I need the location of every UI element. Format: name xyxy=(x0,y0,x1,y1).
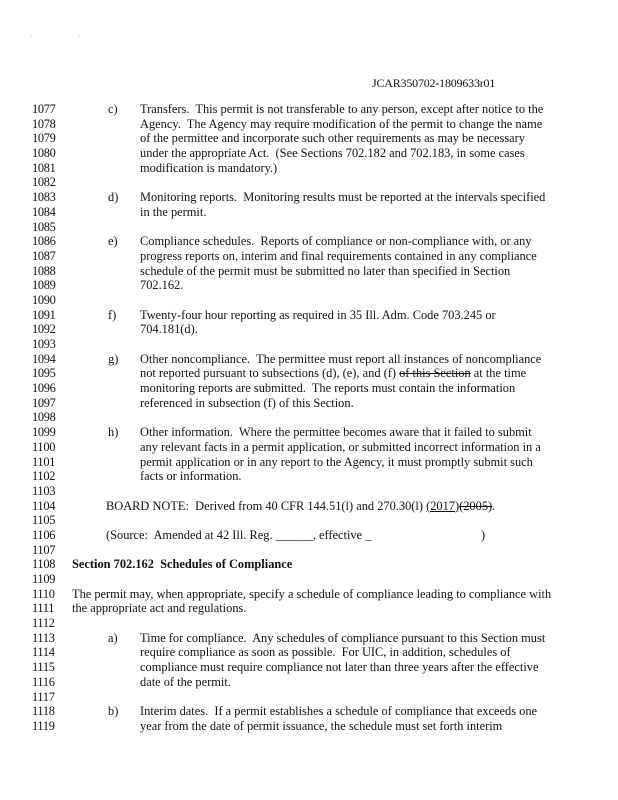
line-number: 1100 xyxy=(32,439,56,454)
line-text xyxy=(140,205,552,220)
text-run: the appropriate act and regulations. xyxy=(72,601,247,616)
document-line xyxy=(32,396,552,411)
subsection-label: d) xyxy=(108,190,119,205)
line-number: 1083 xyxy=(32,190,56,205)
text-run: not reported pursuant to subsections (d), (e), and (f) xyxy=(140,366,400,381)
text-run: progress reports on, interim and final requirements contained in any compliance xyxy=(140,248,537,263)
line-text xyxy=(72,587,552,602)
subsection-label: g) xyxy=(108,351,119,366)
line-text xyxy=(140,631,552,646)
line-number: 1112 xyxy=(32,616,55,631)
document-line xyxy=(32,572,552,587)
text-run: date of the permit. xyxy=(140,674,231,689)
line-number: 1116 xyxy=(32,674,55,689)
document-line xyxy=(32,513,552,528)
text-run: at the time xyxy=(470,366,527,381)
document-line xyxy=(32,249,552,264)
line-text xyxy=(140,719,552,734)
document-line xyxy=(32,528,552,543)
line-number: 1108 xyxy=(32,557,56,572)
text-run: modification is mandatory.) xyxy=(140,160,278,175)
text-run: Transfers. This permit is not transferable to any person, except after notice to the xyxy=(140,102,544,116)
line-number: 1103 xyxy=(32,483,56,498)
line-number: 1086 xyxy=(32,234,56,249)
section-heading xyxy=(72,557,552,572)
line-number: 1091 xyxy=(32,307,56,322)
text-run: ) xyxy=(431,527,486,542)
line-number: 1117 xyxy=(32,689,55,704)
subsection-label: c) xyxy=(108,102,118,116)
text-run: under the appropriate Act. (See Sections 702.182 and 702.183, in some cases xyxy=(140,146,525,161)
line-text xyxy=(140,264,552,279)
text-run: of this Section xyxy=(399,366,471,381)
subsection-label: a) xyxy=(108,630,118,645)
text-run: BOARD NOTE: Derived from 40 CFR 144.51(l) and 270.30(l) xyxy=(106,498,427,513)
text-run: Compliance schedules. Reports of compliance or non-compliance with, or any xyxy=(140,234,532,249)
line-text xyxy=(140,352,552,367)
document-line xyxy=(32,146,552,161)
line-text xyxy=(72,601,552,616)
document-line xyxy=(32,675,552,690)
document-header-id: JCAR350702-1809633r01 xyxy=(372,76,496,90)
line-text xyxy=(140,396,552,411)
document-line xyxy=(32,381,552,396)
document-line xyxy=(32,484,552,499)
line-text xyxy=(140,234,552,249)
document-line xyxy=(32,410,552,425)
line-number: 1077 xyxy=(32,102,56,116)
line-number: 1092 xyxy=(32,322,56,337)
text-run: referenced in subsection (f) of this Section. xyxy=(140,395,354,410)
line-number: 1111 xyxy=(32,601,55,616)
text-run: monitoring reports are submitted. The reports must contain the information xyxy=(140,381,516,396)
line-number: 1118 xyxy=(32,704,55,719)
document-line xyxy=(32,161,552,176)
document-line xyxy=(32,175,552,190)
document-line xyxy=(32,190,552,205)
text-run: Monitoring reports. Monitoring results must be reported at the intervals specified xyxy=(140,190,546,205)
line-number: 1090 xyxy=(32,292,56,307)
line-text xyxy=(140,161,552,176)
line-number: 1102 xyxy=(32,469,56,484)
line-text xyxy=(140,190,552,205)
line-number: 1104 xyxy=(32,498,56,513)
text-run: (2017) xyxy=(426,498,460,513)
text-run: Agency. The Agency may require modification of the permit to change the name xyxy=(140,116,543,131)
line-number: 1081 xyxy=(32,160,56,175)
document-line xyxy=(32,616,552,631)
document-line xyxy=(32,278,552,293)
document-body xyxy=(32,102,552,734)
line-text xyxy=(140,249,552,264)
document-line xyxy=(32,719,552,734)
document-line xyxy=(32,308,552,323)
line-number: 1084 xyxy=(32,204,56,219)
text-run: 702.162. xyxy=(140,278,184,293)
line-number: 1115 xyxy=(32,660,55,675)
text-run: permit application or in any report to the Agency, it must promptly submit such xyxy=(140,454,533,469)
line-number: 1110 xyxy=(32,586,55,601)
line-text xyxy=(140,704,552,719)
text-run: The permit may, when appropriate, specify a schedule of compliance leading to compliance with xyxy=(72,586,552,601)
document-line xyxy=(32,469,552,484)
line-number: 1119 xyxy=(32,718,55,733)
line-text xyxy=(140,675,552,690)
line-number: 1094 xyxy=(32,351,56,366)
line-text xyxy=(140,440,552,455)
subsection-label: e) xyxy=(108,234,118,249)
text-run: of the permittee and incorporate such other requirements as may be necessary xyxy=(140,131,525,146)
document-line xyxy=(32,366,552,381)
document-line xyxy=(32,440,552,455)
line-number: 1114 xyxy=(32,645,55,660)
line-number: 1113 xyxy=(32,630,55,645)
text-run: Other noncompliance. The permittee must report all instances of noncompliance xyxy=(140,351,542,366)
document-line xyxy=(32,352,552,367)
line-text xyxy=(140,645,552,660)
line-text xyxy=(140,660,552,675)
line-number: 1080 xyxy=(32,146,56,161)
line-text xyxy=(140,366,552,381)
document-line xyxy=(32,102,552,117)
line-number: 1097 xyxy=(32,395,56,410)
line-number: 1082 xyxy=(32,175,56,190)
document-line xyxy=(32,322,552,337)
text-run: (Source: Amended at 42 Ill. Reg. ______, effective _ xyxy=(106,527,372,542)
line-number: 1101 xyxy=(32,454,56,469)
text-run: Section 702.162 Schedules of Compliance xyxy=(72,557,293,572)
document-line xyxy=(32,131,552,146)
line-number: 1095 xyxy=(32,366,56,381)
subsection-label: h) xyxy=(108,425,119,440)
text-run: Twenty-four hour reporting as required in 35 Ill. Adm. Code 703.245 or xyxy=(140,307,496,322)
document-line xyxy=(32,587,552,602)
line-number: 1085 xyxy=(32,219,56,234)
text-run: year from the date of permit issuance, the schedule must set forth interim xyxy=(140,718,503,733)
document-line xyxy=(32,499,552,514)
document-line xyxy=(32,205,552,220)
document-line xyxy=(32,631,552,646)
line-number: 1106 xyxy=(32,527,56,542)
note-text xyxy=(72,528,552,543)
line-text xyxy=(140,278,552,293)
text-run: facts or information. xyxy=(140,469,242,484)
subsection-label: b) xyxy=(108,704,119,719)
scan-specks: . . xyxy=(30,30,102,39)
document-line xyxy=(32,543,552,558)
line-text xyxy=(140,469,552,484)
text-run: Time for compliance. Any schedules of compliance pursuant to this Section must xyxy=(140,630,546,645)
document-line xyxy=(32,557,552,572)
document-line xyxy=(32,117,552,132)
line-number: 1096 xyxy=(32,381,56,396)
document-line xyxy=(32,234,552,249)
document-line xyxy=(32,264,552,279)
document-line xyxy=(32,645,552,660)
note-text xyxy=(72,499,552,514)
line-number: 1087 xyxy=(32,248,56,263)
document-line xyxy=(32,425,552,440)
line-number: 1099 xyxy=(32,425,56,440)
text-run: require compliance as soon as possible. For UIC, in addition, schedules of xyxy=(140,645,511,660)
line-text xyxy=(140,455,552,470)
line-text xyxy=(140,308,552,323)
line-text xyxy=(140,146,552,161)
document-line xyxy=(32,293,552,308)
text-run: compliance must require compliance not later than three years after the effective xyxy=(140,660,539,675)
text-run: in the permit. xyxy=(140,204,207,219)
line-text xyxy=(140,322,552,337)
document-line xyxy=(32,601,552,616)
line-number: 1079 xyxy=(32,131,56,146)
text-run: any relevant facts in a permit application, or submitted incorrect information in a xyxy=(140,439,541,454)
text-run: 704.181(d). xyxy=(140,322,198,337)
line-text xyxy=(140,425,552,440)
subsection-label: f) xyxy=(108,307,117,322)
line-number: 1078 xyxy=(32,116,56,131)
line-number: 1105 xyxy=(32,513,56,528)
line-number: 1107 xyxy=(32,542,56,557)
text-run: Interim dates. If a permit establishes a schedule of compliance that exceeds one xyxy=(140,704,538,719)
document-line xyxy=(32,337,552,352)
line-text xyxy=(140,117,552,132)
document-line xyxy=(32,660,552,675)
line-number: 1098 xyxy=(32,410,56,425)
document-line xyxy=(32,455,552,470)
text-run: schedule of the permit must be submitted no later than specified in Section xyxy=(140,263,511,278)
line-number: 1089 xyxy=(32,278,56,293)
document-line xyxy=(32,220,552,235)
document-line xyxy=(32,690,552,705)
line-number: 1109 xyxy=(32,572,56,586)
line-number: 1088 xyxy=(32,263,56,278)
text-run: Other information. Where the permittee becomes aware that it failed to submit xyxy=(140,425,532,440)
document-line xyxy=(32,704,552,719)
line-text xyxy=(140,381,552,396)
text-run: . xyxy=(492,498,496,513)
text-run: (2005) xyxy=(459,498,493,513)
line-number: 1093 xyxy=(32,337,56,351)
line-text xyxy=(140,102,552,117)
line-text xyxy=(140,131,552,146)
